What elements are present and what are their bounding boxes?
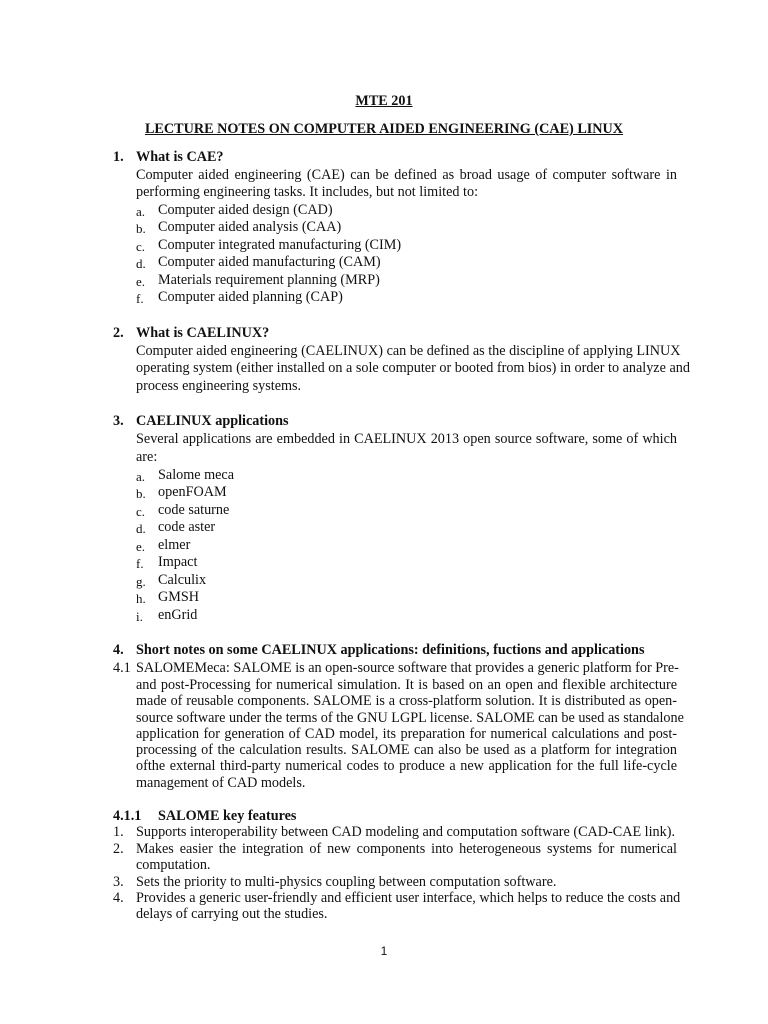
section-4-line: processing of the calculation results. SALOME can also be used as a platform for integration: [136, 742, 677, 758]
list-item: Computer integrated manufacturing (CIM): [158, 237, 402, 253]
section-2-number: 2.: [113, 325, 124, 341]
list-item-letter: d.: [136, 521, 146, 536]
section-4-line: SALOMEMeca: SALOME is an open-source software that provides a generic platform for Pre-: [136, 660, 679, 676]
list-item-letter: d.: [136, 256, 146, 271]
list-item: Salome meca: [158, 467, 235, 483]
list-item-letter: a.: [136, 204, 146, 219]
section-4-line: ofthe external third-party numerical codes to produce a new application for the full life-cycle: [136, 758, 677, 774]
feature-line: delays of carrying out the studies.: [136, 906, 328, 922]
document-title: LECTURE NOTES ON COMPUTER AIDED ENGINEERING (CAE) LINUX: [144, 121, 624, 137]
feature-number: 3.: [113, 874, 124, 890]
list-item: Materials requirement planning (MRP): [158, 272, 380, 288]
list-item: Computer aided planning (CAP): [158, 289, 343, 305]
list-item-letter: c.: [136, 504, 146, 519]
list-item: GMSH: [158, 589, 199, 605]
list-item-letter: e.: [136, 274, 146, 289]
list-item-letter: h.: [136, 591, 146, 606]
section-3-line: are:: [136, 449, 158, 465]
section-3-line: Several applications are embedded in CAELINUX 2013 open source software, some of which: [136, 431, 677, 447]
page-number: 1: [380, 944, 388, 958]
list-item: elmer: [158, 537, 191, 553]
feature-number: 2.: [113, 841, 124, 857]
list-item: code saturne: [158, 502, 230, 518]
list-item: Computer aided manufacturing (CAM): [158, 254, 381, 270]
list-item: openFOAM: [158, 484, 227, 500]
list-item-letter: i.: [136, 609, 143, 624]
section-4-1-1-number: 4.1.1: [113, 808, 142, 824]
list-item-letter: f.: [136, 556, 144, 571]
course-code: MTE 201: [355, 93, 413, 109]
list-item: Computer aided design (CAD): [158, 202, 333, 218]
list-item-letter: b.: [136, 221, 146, 236]
section-4-number: 4.: [113, 642, 124, 658]
section-4-1-1-heading: SALOME key features: [158, 808, 297, 824]
list-item: Calculix: [158, 572, 207, 588]
section-1-number: 1.: [113, 149, 124, 165]
list-item-letter: a.: [136, 469, 146, 484]
section-4-line: and post-Processing for numerical simulation. It is based on an open and flexible architecture: [136, 677, 677, 693]
feature-line: Provides a generic user-friendly and efficient user interface, which helps to reduce the costs and: [136, 890, 681, 906]
section-3-heading: CAELINUX applications: [136, 413, 289, 429]
section-2-line: operating system (either installed on a sole computer or booted from bios) in order to analyze and: [136, 360, 690, 376]
list-item-letter: e.: [136, 539, 146, 554]
feature-line: Makes easier the integration of new components into heterogeneous systems for numerical: [136, 841, 677, 857]
section-2-line: Computer aided engineering (CAELINUX) can be defined as the discipline of applying LINUX: [136, 343, 681, 359]
list-item-letter: b.: [136, 486, 146, 501]
list-item: code aster: [158, 519, 216, 535]
section-4-line: application for generation of CAD model, its preparation for numerical calculations and post-: [136, 726, 677, 742]
feature-line: Supports interoperability between CAD modeling and computation software (CAD-CAE link).: [136, 824, 676, 840]
feature-line: computation.: [136, 857, 211, 873]
section-2-line: process engineering systems.: [136, 378, 302, 394]
feature-number: 1.: [113, 824, 124, 840]
feature-number: 4.: [113, 890, 124, 906]
list-item-letter: c.: [136, 239, 146, 254]
list-item: Computer aided analysis (CAA): [158, 219, 342, 235]
list-item: Impact: [158, 554, 198, 570]
feature-line: Sets the priority to multi-physics coupling between computation software.: [136, 874, 557, 890]
section-4-line: management of CAD models.: [136, 775, 306, 791]
section-4-heading: Short notes on some CAELINUX applications: definitions, fuctions and applications: [136, 642, 645, 658]
subsection-4-1-number: 4.1: [113, 660, 131, 676]
list-item-letter: g.: [136, 574, 146, 589]
section-1-line: Computer aided engineering (CAE) can be defined as broad usage of computer software in: [136, 167, 677, 183]
section-1-heading: What is CAE?: [136, 149, 224, 165]
section-1-line: performing engineering tasks. It includes, but not limited to:: [136, 184, 479, 200]
section-4-line: made of reusable components. SALOME is a cross-platform solution. It is distributed as open-: [136, 693, 677, 709]
section-2-heading: What is CAELINUX?: [136, 325, 270, 341]
list-item: enGrid: [158, 607, 198, 623]
list-item-letter: f.: [136, 291, 144, 306]
section-3-number: 3.: [113, 413, 124, 429]
section-4-line: source software under the terms of the GNU LGPL license. SALOME can be used as standalone: [136, 710, 684, 726]
